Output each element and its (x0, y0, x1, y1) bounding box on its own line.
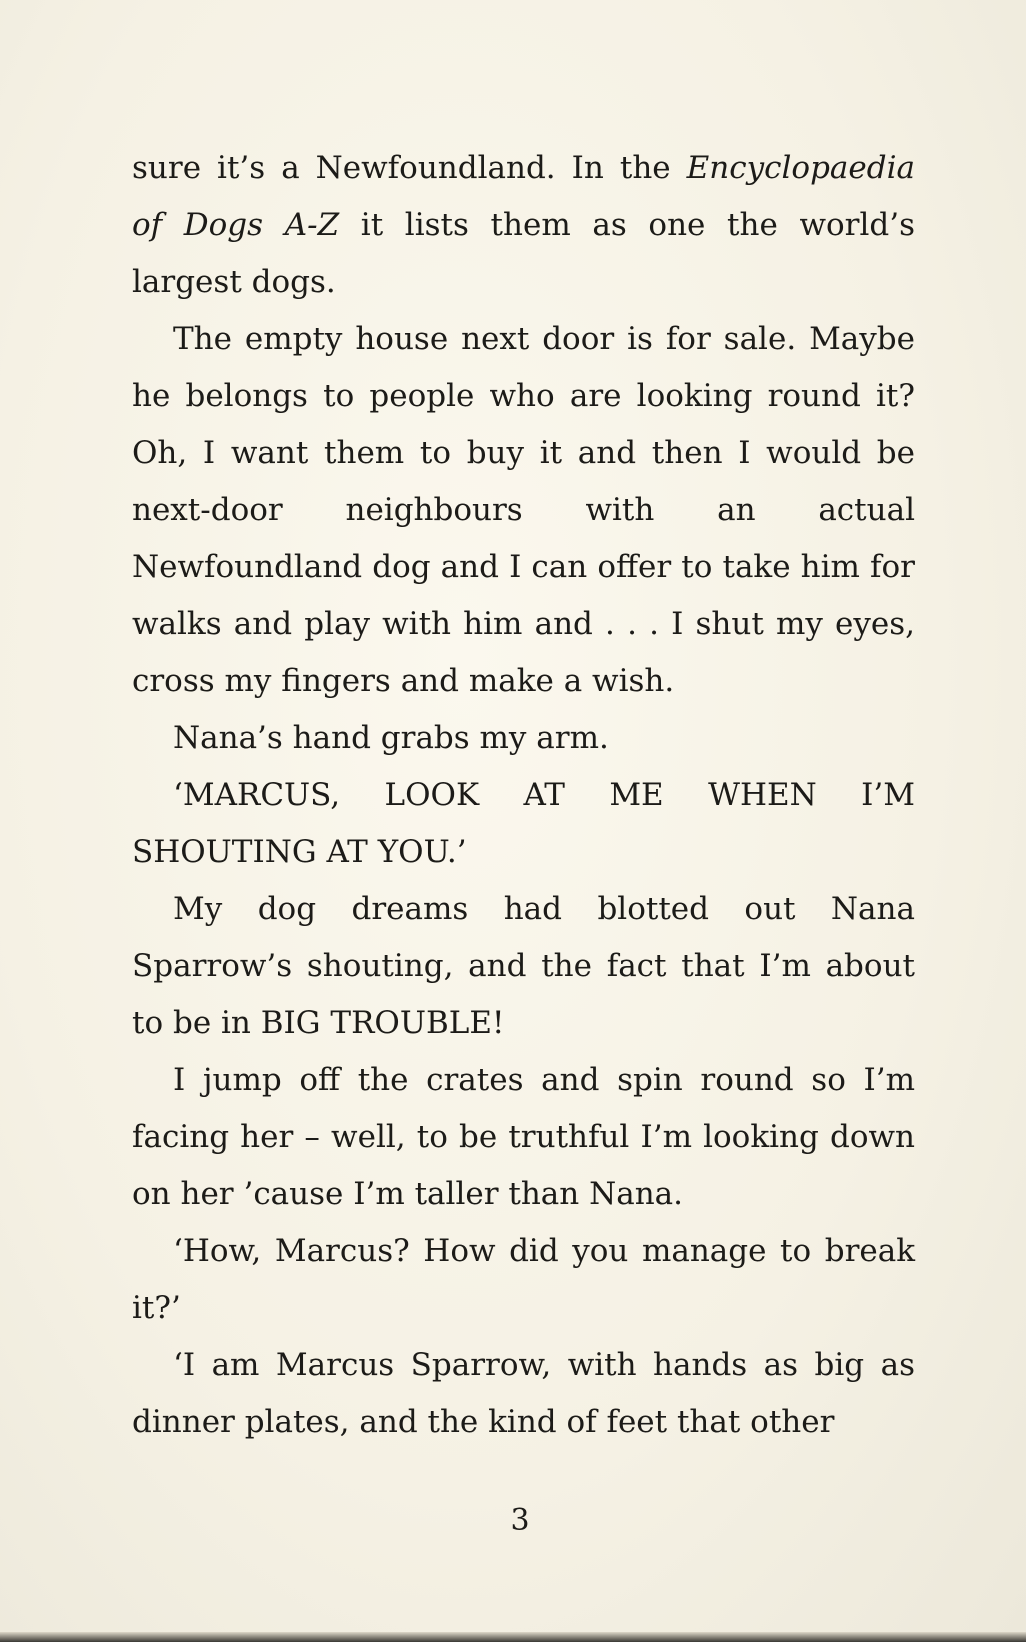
paragraph-3: Nana’s hand grabs my arm. (173, 720, 609, 756)
paragraph-7-dialogue: ‘How, Marcus? How did you manage to break it?’ (132, 1233, 915, 1326)
page-number: 3 (510, 1503, 530, 1538)
paragraph-1 (132, 140, 915, 311)
book-title-italic: Encyclopaedia of Dogs A-Z (132, 150, 915, 243)
paragraph-5: My dog dreams had blotted out Nana Sparrow’s shouting, and the fact that I’m about to be in BIG TROUBLE! (132, 891, 915, 1041)
paragraph-8-dialogue: ‘I am Marcus Sparrow, with hands as big as dinner plates, and the kind of feet that other (132, 1347, 915, 1440)
page-bottom-edge (0, 1632, 1026, 1642)
paragraph-4-dialogue: ‘MARCUS, LOOK AT ME WHEN I’M SHOUTING AT YOU.’ (132, 777, 915, 870)
paragraph-2: The empty house next door is for sale. Maybe he belongs to people who are looking round it? Oh, I want them to buy it and then I would be next-door neighbours with an actual Newfoundland dog and I can offer to take him for walks and play with him and . . . I shut my eyes, cross my fingers and make a wish. (132, 321, 915, 699)
paragraph-6: I jump off the crates and spin round so I’m facing her – well, to be truthful I’m looking down on her ’cause I’m taller than Nana. (132, 1062, 915, 1212)
body-text (132, 140, 915, 1451)
paragraph-1-text-start: sure it’s a Newfoundland. In the (132, 150, 687, 186)
paragraph-1-text-end: it lists them as one the world’s largest dogs. (132, 207, 915, 300)
